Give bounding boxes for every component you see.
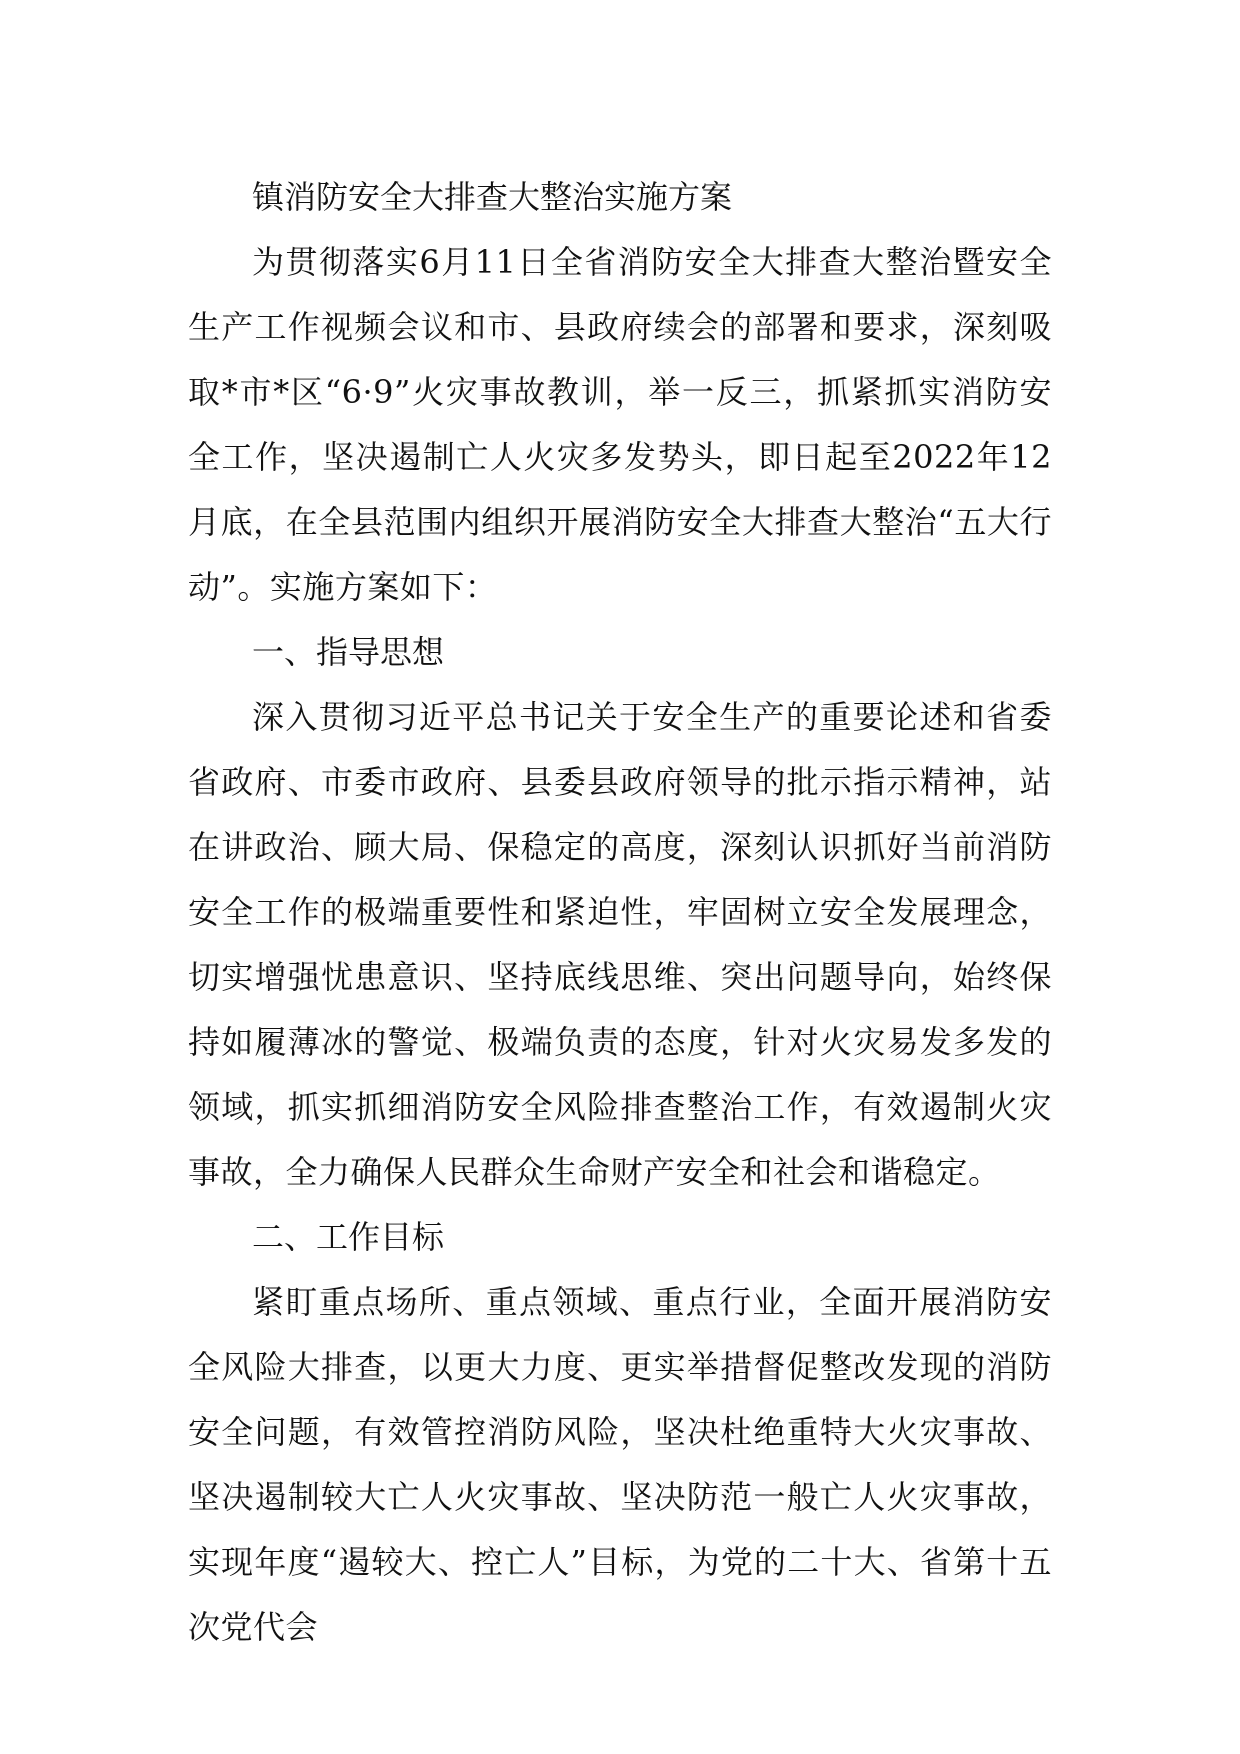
section-body-guiding-ideology: 深入贯彻习近平总书记关于安全生产的重要论述和省委省政府、市委市政府、县委县政府领导的批示指示精神，站在讲政治、顾大局、保稳定的高度，深刻认识抓好当前消防安全工作的极端重要性和紧迫性，牢固树立安全发展理念，切实增强忧患意识、坚持底线思维、突出问题导向，始终保持如履薄冰的警觉、极端负责的态度，针对火灾易发多发的领域，抓实抓细消防安全风险排查整治工作，有效遏制火灾事故，全力确保人民群众生命财产安全和社会和谐稳定。: [188, 698, 1052, 1191]
section-body-work-goals: 紧盯重点场所、重点领域、重点行业，全面开展消防安全风险大排查，以更大力度、更实举措督促整改发现的消防安全问题，有效管控消防风险，坚决杜绝重特大火灾事故、坚决遏制较大亡人火灾事故、坚决防范一般亡人火灾事故，实现年度“遏较大、控亡人”目标，为党的二十大、省第十五次党代会: [188, 1283, 1052, 1646]
section-heading-guiding-ideology: 一、指导思想: [252, 633, 445, 671]
section-heading-work-goals: 二、工作目标: [252, 1218, 445, 1256]
intro-paragraph: 为贯彻落实6月11日全省消防安全大排查大整治暨安全生产工作视频会议和市、县政府续会的部署和要求，深刻吸取*市*区“6·9”火灾事故教训，举一反三，抓紧抓实消防安全工作，坚决遏制亡人火灾多发势头，即日起至2022年12月底，在全县范围内组织开展消防安全大排查大整治“五大行动”。实施方案如下：: [188, 243, 1052, 606]
document-title: 镇消防安全大排查大整治实施方案: [252, 178, 733, 216]
document-page: [188, 165, 1052, 1660]
